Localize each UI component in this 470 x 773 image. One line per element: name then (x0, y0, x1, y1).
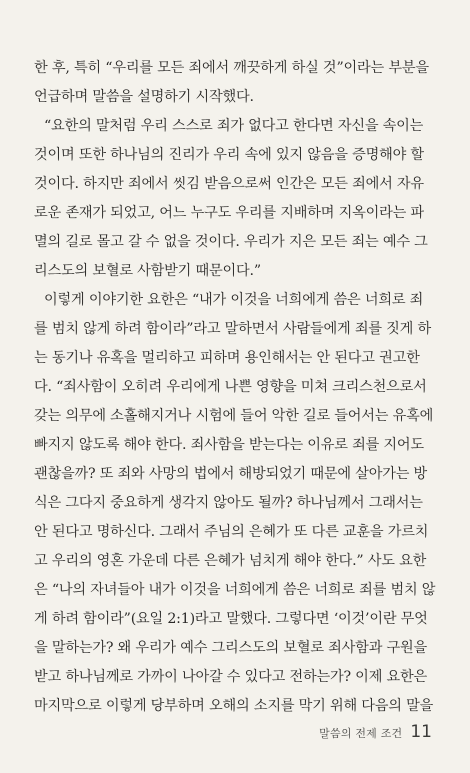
running-title: 말씀의 전제 조건 (319, 727, 403, 740)
text-line-18: 고 우리의 영혼 가운데 다른 은혜가 넘치게 해야 한다.” 사도 요한 (34, 553, 427, 569)
text-line-22: 받고 하나님께로 가까이 나아갈 수 있다고 전하는가? 이제 요한은 (34, 669, 428, 685)
text-line-3: “요한의 말처럼 우리 스스로 죄가 없다고 한다면 자신을 속이는 (44, 118, 424, 134)
text-line-19: 은 “나의 자녀들아 내가 이것을 너희에게 씀은 너희로 죄를 범치 않 (34, 582, 436, 598)
text-line-13: 갖는 의무에 소홀해지거나 시험에 들어 악한 길로 들어서는 유혹에 (34, 408, 434, 424)
text-line-14: 빠지지 않도록 해야 한다. 죄사함을 받는다는 이유로 죄를 지어도 (34, 437, 424, 453)
text-line-11: 는 동기나 유혹을 멀리하고 피하며 용인해서는 안 된다고 권고한 (34, 350, 420, 366)
text-line-1: 한 후, 특히 “우리를 모든 죄에서 깨끗하게 하실 것”이라는 부분을 (34, 60, 429, 76)
page-footer (319, 722, 432, 742)
text-line-8: 리스도의 보혈로 사함받기 때문이다.” (34, 263, 261, 279)
text-line-5: 것이다. 하지만 죄에서 씻김 받음으로써 인간은 모든 죄에서 자유 (34, 176, 424, 192)
page-number: 11 (410, 722, 432, 742)
text-line-10: 를 범치 않게 하려 함이라”라고 말하면서 사람들에게 죄를 짓게 하 (34, 321, 431, 337)
text-line-15: 괜찮을까? 또 죄와 사망의 법에서 해방되었기 때문에 살아가는 방 (34, 466, 428, 482)
text-line-20: 게 하려 함이라”(요일 2:1)라고 말했다. 그렇다면 ‘이것’이란 무엇 (34, 611, 428, 627)
text-line-9: 이렇게 이야기한 요한은 “내가 이것을 너희에게 씀은 너희로 죄 (44, 292, 424, 308)
text-line-4: 것이며 또한 하나님의 진리가 우리 속에 있지 않음을 증명해야 할 (34, 147, 424, 163)
text-line-2: 언급하며 말씀을 설명하기 시작했다. (34, 89, 254, 105)
text-line-17: 안 된다고 명하신다. 그래서 주님의 은혜가 또 다른 교훈을 가르치 (34, 524, 429, 540)
text-line-7: 멸의 길로 몰고 갈 수 없을 것이다. 우리가 지은 모든 죄는 예수 그 (34, 234, 428, 250)
text-line-21: 을 말하는가? 왜 우리가 예수 그리스도의 보혈로 죄사함과 구원을 (34, 640, 428, 656)
text-line-23: 마지막으로 이렇게 당부하며 오해의 소지를 막기 위해 다음의 말을 (34, 698, 434, 714)
text-line-12: 다. “죄사함이 오히려 우리에게 나쁜 영향을 미쳐 크리스천으로서 (34, 379, 427, 395)
text-line-6: 로운 존재가 되었고, 어느 누구도 우리를 지배하며 지옥이라는 파 (34, 205, 424, 221)
text-line-16: 식은 그다지 중요하게 생각지 않아도 될까? 하나님께서 그래서는 (34, 495, 423, 511)
